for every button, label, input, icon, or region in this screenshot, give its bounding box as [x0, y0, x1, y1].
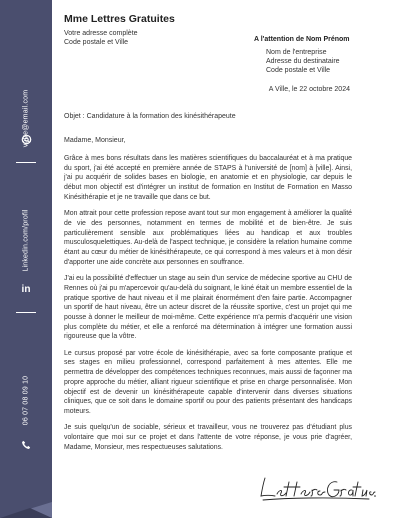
- sidebar: [0, 0, 52, 518]
- phone-icon: [0, 438, 52, 452]
- sidebar-divider: [16, 162, 36, 163]
- recipient-address: Adresse du destinataire: [266, 58, 340, 65]
- email-text[interactable]: votre@email.com: [22, 89, 30, 147]
- letter-subject: Objet : Candidature à la formation des kinésithérapeute: [64, 113, 236, 120]
- sidebar-linkedin[interactable]: [0, 200, 52, 280]
- letter-body: [64, 154, 352, 459]
- sidebar-phone[interactable]: [0, 365, 52, 435]
- sidebar-divider: [16, 312, 36, 313]
- paragraph: Je suis quelqu'un de sociable, sérieux et travailleur, vous ne trouverez pas d'étudiant plus volontaire que moi sur ce projet et dans l'attente de votre réponse, je vous prie d'agréer, Madame, Monsieur, mes respectueuses salutations.: [64, 424, 352, 451]
- recipient-title: A l'attention de Nom Prénom: [254, 36, 350, 43]
- paragraph: J'ai eu la possibilité d'effectuer un stage au sein d'un service de médecine sportive au CHU de Rennes où j'ai pu m'apercevoir qu'au-delà du soignant, le kiné était un membre essentiel de la pratique sportive de haut niveau et il me plairait énormément d'en faire partie. Accompagner un sportif de haut niveau, être un acteur discret de la réussite sportive, c'est un projet qui me pousse à donner le meilleur de moi-même. Cette expérience m'a permis d'acquérir une vision plus complète du métier, et elle a renforcé ma détermination à intégrer une formation aussi rigoureuse que la vôtre.: [64, 275, 352, 341]
- linkedin-text[interactable]: Linkedin.com/profil: [22, 208, 30, 272]
- phone-text[interactable]: 06 07 08 09 10: [22, 375, 30, 425]
- at-icon: [0, 132, 52, 146]
- sidebar-corner-decoration: [0, 496, 52, 518]
- sender-address: Votre adresse complète: [64, 30, 138, 37]
- letter-date: A Ville, le 22 octobre 2024: [268, 86, 350, 93]
- sender-name: Mme Lettres Gratuites: [64, 13, 175, 25]
- recipient-city: Code postale et Ville: [266, 67, 331, 74]
- sender-city: Code postale et Ville: [64, 39, 129, 46]
- linkedin-icon: in: [21, 283, 31, 295]
- recipient-company: Nom de l'entreprise: [266, 49, 327, 56]
- paragraph: Mon attrait pour cette profession repose avant tout sur mon engagement à améliorer la qualité de vie des personnes, notamment en termes de mobilité et de bien-être. Je suis particulièrement sensible aux problématiques liées au handicap et aux troubles musculosquelettiques. Au-delà de l'aspect technique, je considère la relation humaine comme étant au cœur du métier de kinésithérapeute, ce qui correspond à mes valeurs et à mon désir d'apporter une aide concrète aux personnes en souffrance.: [64, 210, 352, 266]
- paragraph: Le cursus proposé par votre école de kinésithérapie, avec sa forte composante pratique et ses stages en milieu professionnel, correspond parfaitement à mes attentes. Elle me permettra de développer des compétences techniques reconnues, mais aussi de façonner ma propre approche du métier, alliant rigueur scientifique et prise en charge personnalisée. Mon objectif est de devenir un kinésithérapeute capable d'intervenir dans diverses situations cliniques, que ce soit dans le domaine sportif ou pour des patients présentant des handicaps moteurs.: [64, 349, 352, 415]
- handwritten-signature: [257, 474, 377, 504]
- paragraph: Grâce à mes bons résultats dans les matières scientifiques du baccalauréat et à ma pratique du sport, j'ai été accepté en première année de STAPS à l'université de [nom] à [ville]. Ainsi, j'ai pu acquérir de solides bases en biologie, en anatomie et en physiologie, car depuis le début mon objectif est d'intégrer un institut de formation en Institut de Formation en Masso Kinésithérapie et je ne travaille que dans ce but.: [64, 155, 352, 201]
- letter-salutation: Madame, Monsieur,: [64, 137, 126, 144]
